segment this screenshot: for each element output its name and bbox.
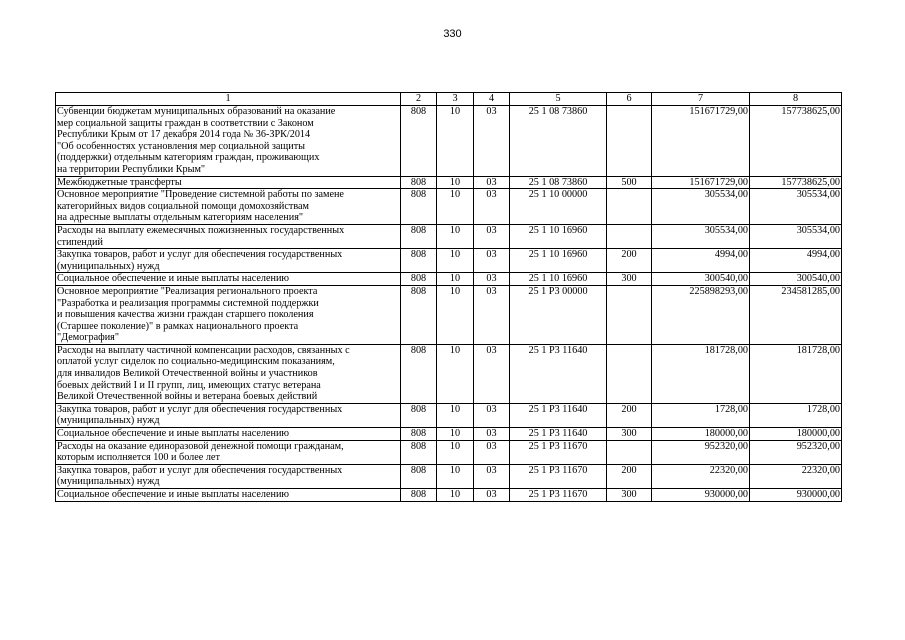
code-subsection: 03	[474, 489, 510, 502]
column-header: 2	[401, 93, 437, 106]
amount-col-8: 4994,00	[750, 249, 842, 273]
code-section: 10	[437, 189, 474, 225]
code-ministry: 808	[401, 176, 437, 189]
item-name: Социальное обеспечение и иные выплаты населению	[56, 489, 401, 502]
code-subsection: 03	[474, 285, 510, 344]
column-header: 5	[510, 93, 607, 106]
amount-col-7: 1728,00	[652, 403, 750, 427]
header-row	[56, 93, 842, 106]
amount-col-7: 305534,00	[652, 189, 750, 225]
amount-col-8: 305534,00	[750, 189, 842, 225]
code-subsection: 03	[474, 176, 510, 189]
item-name: Межбюджетные трансферты	[56, 176, 401, 189]
code-expense-type: 300	[607, 489, 652, 502]
code-target: 25 1 08 73860	[510, 106, 607, 177]
code-ministry: 808	[401, 489, 437, 502]
amount-col-8: 234581285,00	[750, 285, 842, 344]
code-ministry: 808	[401, 224, 437, 248]
amount-col-7: 4994,00	[652, 249, 750, 273]
table-row	[56, 403, 842, 427]
amount-col-7: 151671729,00	[652, 106, 750, 177]
column-header: 8	[750, 93, 842, 106]
code-section: 10	[437, 428, 474, 441]
table-row	[56, 285, 842, 344]
code-target: 25 1 Р3 00000	[510, 285, 607, 344]
code-section: 10	[437, 273, 474, 286]
table-row	[56, 106, 842, 177]
amount-col-8: 1728,00	[750, 403, 842, 427]
code-section: 10	[437, 464, 474, 488]
code-section: 10	[437, 489, 474, 502]
table-row	[56, 249, 842, 273]
code-ministry: 808	[401, 249, 437, 273]
column-header: 7	[652, 93, 750, 106]
code-subsection: 03	[474, 344, 510, 403]
code-ministry: 808	[401, 440, 437, 464]
code-expense-type: 300	[607, 273, 652, 286]
code-target: 25 1 10 16960	[510, 224, 607, 248]
column-header: 6	[607, 93, 652, 106]
code-ministry: 808	[401, 189, 437, 225]
amount-col-7: 300540,00	[652, 273, 750, 286]
code-expense-type: 200	[607, 403, 652, 427]
item-name: Расходы на оказание единоразовой денежной помощи гражданам, которым исполняется 100 и более лет	[56, 440, 401, 464]
table-row	[56, 273, 842, 286]
item-name: Расходы на выплату частичной компенсации расходов, связанных с оплатой услуг сиделок по социально-медицинским показаниям, для инвалидов Великой Отечественной войны и участников боевых действий I и II групп, лиц, имеющих статус ветерана Великой Отечественной войны и ветерана боевых действий	[56, 344, 401, 403]
code-target: 25 1 Р3 11670	[510, 464, 607, 488]
amount-col-7: 180000,00	[652, 428, 750, 441]
item-name: Расходы на выплату ежемесячных пожизненных государственных стипендий	[56, 224, 401, 248]
code-ministry: 808	[401, 273, 437, 286]
code-subsection: 03	[474, 440, 510, 464]
code-subsection: 03	[474, 464, 510, 488]
code-subsection: 03	[474, 189, 510, 225]
code-expense-type	[607, 344, 652, 403]
code-expense-type	[607, 106, 652, 177]
code-ministry: 808	[401, 428, 437, 441]
code-target: 25 1 Р3 11640	[510, 403, 607, 427]
amount-col-7: 930000,00	[652, 489, 750, 502]
code-target: 25 1 Р3 11670	[510, 489, 607, 502]
code-section: 10	[437, 403, 474, 427]
amount-col-8: 930000,00	[750, 489, 842, 502]
item-name: Закупка товаров, работ и услуг для обеспечения государственных (муниципальных) нужд	[56, 403, 401, 427]
amount-col-7: 305534,00	[652, 224, 750, 248]
code-expense-type: 200	[607, 249, 652, 273]
item-name: Субвенции бюджетам муниципальных образований на оказание мер социальной защиты граждан в соответствии с Законом Республики Крым от 17 декабря 2014 года № 36-ЗРК/2014 "Об особенностях установления мер социальной защиты (поддержки) отдельным категориям граждан, проживающих на территории Республики Крым"	[56, 106, 401, 177]
item-name: Основное мероприятие "Проведение системной работы по замене категорийных видов социальной помощи домохозяйствам на адресные выплаты отдельным категориям населения"	[56, 189, 401, 225]
code-section: 10	[437, 176, 474, 189]
table-row	[56, 464, 842, 488]
code-expense-type	[607, 285, 652, 344]
amount-col-8: 157738625,00	[750, 106, 842, 177]
amount-col-8: 181728,00	[750, 344, 842, 403]
code-section: 10	[437, 440, 474, 464]
item-name: Основное мероприятие "Реализация регионального проекта "Разработка и реализация программы системной поддержки и повышения качества жизни граждан старшего поколения (Старшее поколение)" в рамках национального проекта "Демография"	[56, 285, 401, 344]
amount-col-8: 952320,00	[750, 440, 842, 464]
table-row	[56, 176, 842, 189]
code-target: 25 1 Р3 11640	[510, 344, 607, 403]
code-section: 10	[437, 249, 474, 273]
code-expense-type	[607, 440, 652, 464]
code-ministry: 808	[401, 403, 437, 427]
code-subsection: 03	[474, 224, 510, 248]
code-expense-type: 500	[607, 176, 652, 189]
item-name: Социальное обеспечение и иные выплаты населению	[56, 273, 401, 286]
code-section: 10	[437, 285, 474, 344]
amount-col-8: 22320,00	[750, 464, 842, 488]
code-ministry: 808	[401, 464, 437, 488]
code-ministry: 808	[401, 106, 437, 177]
table-row	[56, 440, 842, 464]
table-row	[56, 189, 842, 225]
amount-col-7: 22320,00	[652, 464, 750, 488]
code-target: 25 1 10 16960	[510, 273, 607, 286]
amount-col-7: 952320,00	[652, 440, 750, 464]
code-subsection: 03	[474, 428, 510, 441]
code-ministry: 808	[401, 344, 437, 403]
code-subsection: 03	[474, 403, 510, 427]
code-section: 10	[437, 224, 474, 248]
amount-col-8: 180000,00	[750, 428, 842, 441]
code-subsection: 03	[474, 106, 510, 177]
amount-col-8: 305534,00	[750, 224, 842, 248]
table-row	[56, 344, 842, 403]
code-target: 25 1 Р3 11640	[510, 428, 607, 441]
code-ministry: 808	[401, 285, 437, 344]
item-name: Закупка товаров, работ и услуг для обеспечения государственных (муниципальных) нужд	[56, 249, 401, 273]
item-name: Закупка товаров, работ и услуг для обеспечения государственных (муниципальных) нужд	[56, 464, 401, 488]
code-section: 10	[437, 106, 474, 177]
code-target: 25 1 08 73860	[510, 176, 607, 189]
code-section: 10	[437, 344, 474, 403]
table-row	[56, 224, 842, 248]
amount-col-7: 225898293,00	[652, 285, 750, 344]
amount-col-7: 151671729,00	[652, 176, 750, 189]
code-expense-type	[607, 189, 652, 225]
table-row	[56, 489, 842, 502]
column-header: 3	[437, 93, 474, 106]
code-expense-type: 200	[607, 464, 652, 488]
item-name: Социальное обеспечение и иные выплаты населению	[56, 428, 401, 441]
column-header: 4	[474, 93, 510, 106]
amount-col-7: 181728,00	[652, 344, 750, 403]
budget-table	[55, 92, 842, 502]
code-target: 25 1 10 00000	[510, 189, 607, 225]
page-number: 330	[443, 28, 462, 40]
table-row	[56, 428, 842, 441]
code-expense-type	[607, 224, 652, 248]
code-target: 25 1 Р3 11670	[510, 440, 607, 464]
code-subsection: 03	[474, 249, 510, 273]
amount-col-8: 157738625,00	[750, 176, 842, 189]
amount-col-8: 300540,00	[750, 273, 842, 286]
column-header: 1	[56, 93, 401, 106]
code-expense-type: 300	[607, 428, 652, 441]
code-target: 25 1 10 16960	[510, 249, 607, 273]
code-subsection: 03	[474, 273, 510, 286]
